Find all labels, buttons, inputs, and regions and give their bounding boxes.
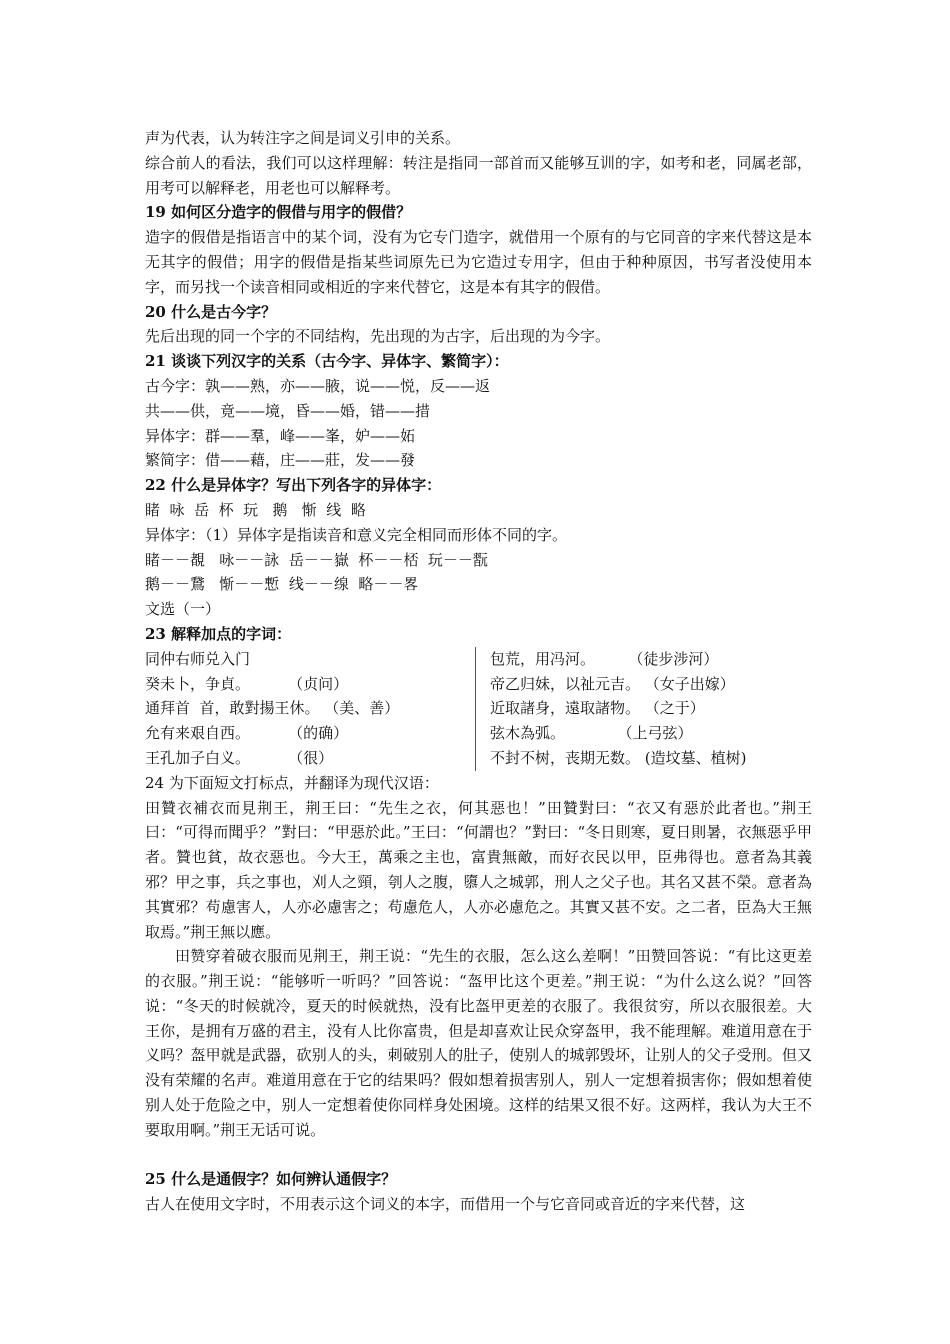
question-heading: 21 谈谈下列汉字的关系（古今字、异体字、繁简字）： — [145, 352, 509, 371]
paragraph: 先后出现的同一个字的不同结构，先出现的为古字，后出现的为今字。 — [145, 327, 611, 346]
two-column-table — [145, 647, 812, 771]
top-section — [145, 126, 812, 647]
paragraph: 造字的假借是指语言中的某个词，没有为它专门造字，就借用一个原有的与它同音的字来代替这是本无其字的假借；用字的假借是指某些词原先已为它造过专用字，但由于种种原因，书写者没使用本字，而另找一个读音相同或相近的字来代替它，这是本有其字的假借。 — [145, 228, 812, 296]
classical-text: 田贊衣補衣而見荆王，荆王曰：“先生之衣，何其惡也！”田贊對曰：“衣又有惡於此者也。”荆王曰：“可得而聞乎？”對曰：“甲惡於此。”王曰：“何謂也？”對曰：“冬日則寒，夏日則暑，衣無惡乎甲者。贊也貧，故衣惡也。今大王，萬乘之主也，富貴無敵，而好衣民以甲，臣弗得也。意者為其義邪？甲之事，兵之事也，刈人之頸，刳人之腹，隳人之城郭，刑人之父子也。其名又甚不榮。意者為其實邪？苟慮害人，人亦必慮害之；苟慮危人，人亦必慮危之。其實又甚不安。之二者，臣為大王無取焉。”荆王無以應。 — [145, 798, 812, 941]
paragraph: 声为代表，认为转注字之间是词义引申的关系。 — [145, 129, 461, 147]
table-row: 包荒，用冯河。 （徒步涉河） — [490, 649, 719, 668]
answer-line: 繁简字：借——藉，庄——莊，发——發 — [145, 451, 416, 470]
table-row: 同仲右师兑入门 — [145, 649, 251, 668]
table-row: 不封不树，丧期无数。 (造坟墓、植树) — [490, 748, 747, 767]
table-row: 癸未卜，争貞。 （贞问） — [145, 674, 349, 693]
paragraph: 综合前人的看法，我们可以这样理解：转注是指同一部首而又能够互训的字，如考和老，同属老部，用考可以解释老，用老也可以解释考。 — [145, 153, 812, 197]
table-left-column — [145, 647, 476, 771]
answer-line: 鹅－－鵞 惭－－慙 线－－缐 略－－畧 — [145, 575, 419, 594]
table-row: 帝乙归妹，以祉元吉。 （女子出嫁） — [490, 674, 735, 693]
table-row: 通拜首 首，敢對揚王休。 （美、善） — [145, 699, 400, 718]
question-heading: 22 什么是异体字？写出下列各字的异体字： — [145, 476, 442, 495]
table-row: 弦木為弧。 （上弓弦） — [490, 724, 693, 743]
paragraph: 古人在使用文字时，不用表示这个词义的本字，而借用一个与它音同或音近的字来代替，这 — [145, 1195, 746, 1214]
document-page — [145, 126, 812, 1217]
question-heading: 19 如何区分造字的假借与用字的假借？ — [145, 203, 412, 222]
question-heading: 25 什么是通假字？如何辨认通假字？ — [145, 1170, 397, 1189]
question-heading: 24 为下面短文打标点，并翻译为现代汉语： — [145, 773, 439, 792]
answer-line: 异体字：（1）异体字是指读音和意义完全相同而形体不同的字。 — [145, 525, 568, 544]
question-heading: 23 解释加点的字词： — [145, 624, 292, 643]
table-row: 允有来艰自西。 （的确） — [145, 724, 349, 743]
section-label: 文选（一） — [145, 600, 221, 619]
answer-line: 异体字：群——羣，峰——峯，妒——妬 — [145, 426, 416, 445]
table-row: 王孔加子白义。 （很） — [145, 748, 334, 767]
question-heading: 20 什么是古今字？ — [145, 302, 277, 321]
table-right-column — [476, 647, 812, 771]
table-row: 近取諸身，遠取諸物。 （之于） — [490, 699, 705, 718]
answer-line: 共——供，竟——境，昏——婚，错——措 — [145, 401, 431, 420]
answer-line: 睹－－覩 咏－－詠 岳－－嶽 杯－－桮 玩－－翫 — [145, 550, 488, 569]
blank-line — [145, 1143, 812, 1168]
translation-text: 田赞穿着破衣服而见荆王，荆王说：“先生的衣服，怎么这么差啊！”田赞回答说：“有比这更差的衣服。”荆王说：“能够听一听吗？”回答说：“盔甲比这个更差。”荆王说：“为什么这么说？”回答说：“冬天的时候就冷，夏天的时候就热，没有比盔甲更差的衣服了。我很贫穷，所以衣服很差。大王你，是拥有万盛的君主，没有人比你富贵，但是却喜欢让民众穿盔甲，我不能理解。难道用意在于义吗？盔甲就是武器，砍别人的头，刺破别人的肚子，使别人的城郭毁坏，让别人的父子受刑。但又没有荣耀的名声。难道用意在于它的结果吗？假如想着损害别人，别人一定想着损害你；假如想着使别人处于危险之中，别人一定想着使你同样身处困境。这样的结果又很不好。这两样，我认为大王不要取用啊。”荆王无话可说。 — [145, 947, 812, 1139]
answer-line: 睹 咏 岳 杯 玩 鹅 惭 线 略 — [145, 500, 366, 519]
answer-line: 古今字：孰——熟，亦——腋，说——悦，反——返 — [145, 376, 491, 395]
